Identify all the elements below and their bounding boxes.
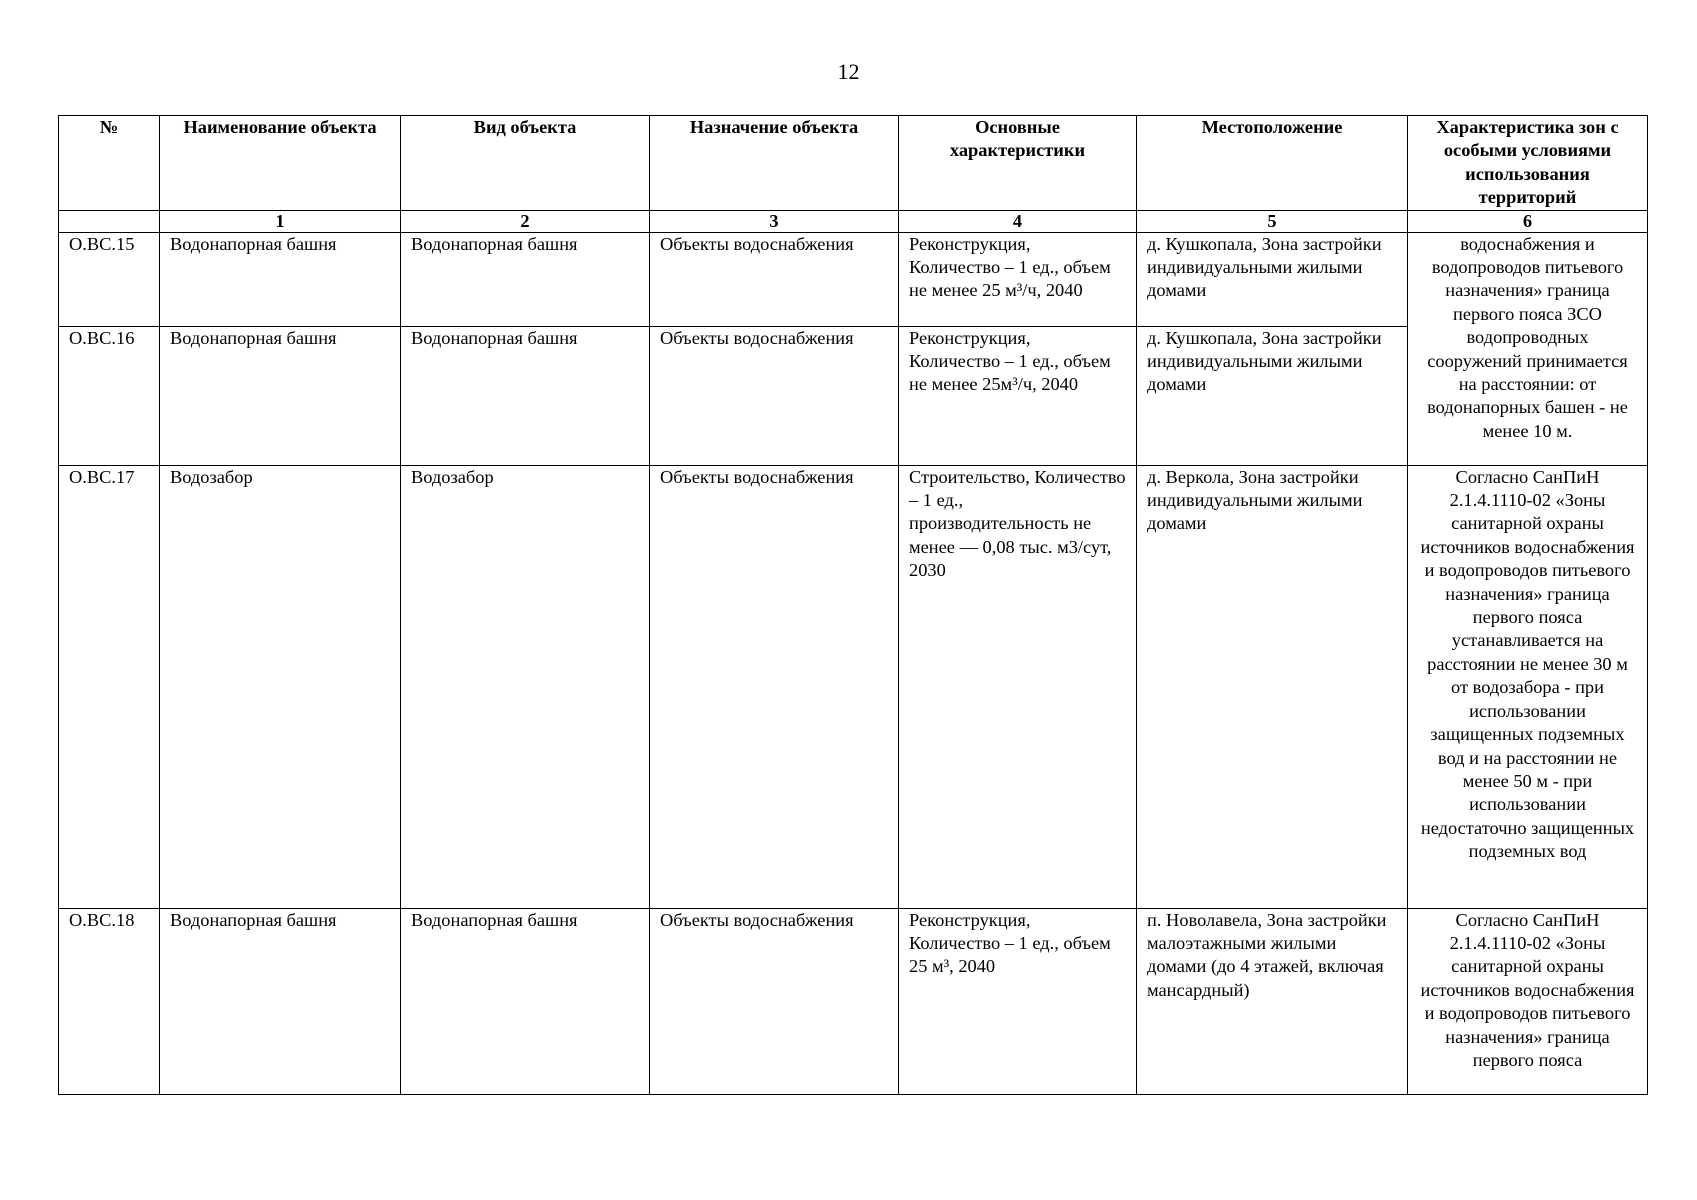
object-characteristics: Строительство, Количество – 1 ед., производительность не менее — 0,08 тыс. м3/сут, 2030 (899, 465, 1137, 908)
object-id: О.ВС.16 (59, 326, 160, 465)
object-location: д. Кушкопала, Зона застройки индивидуальными жилыми домами (1137, 232, 1408, 326)
object-name: Водонапорная башня (160, 908, 401, 1094)
header-number: № (59, 116, 160, 211)
object-purpose: Объекты водоснабжения (650, 232, 899, 326)
column-number: 3 (650, 210, 899, 232)
object-purpose: Объекты водоснабжения (650, 326, 899, 465)
page-number: 12 (837, 59, 860, 84)
object-name: Водонапорная башня (160, 326, 401, 465)
column-number-row (59, 210, 1648, 232)
zone-characteristics: Согласно СанПиН 2.1.4.1110-02 «Зоны санитарной охраны источников водоснабжения и водопроводов питьевого назначения» граница первого пояса устанавливается на расстоянии не менее 30 м от водозабора - при использовании защищенных подземных вод и на расстоянии не менее 50 м - при использовании недостаточно защищенных подземных вод (1408, 465, 1648, 908)
object-location: п. Новолавела, Зона застройки малоэтажными жилыми домами (до 4 этажей, включая мансардный) (1137, 908, 1408, 1094)
column-number: 5 (1137, 210, 1408, 232)
header-zone-characteristics: Характеристика зон с особыми условиями использования территорий (1408, 116, 1648, 211)
object-id: О.ВС.18 (59, 908, 160, 1094)
table-row (59, 908, 1648, 1094)
object-kind: Водонапорная башня (401, 908, 650, 1094)
object-location: д. Кушкопала, Зона застройки индивидуальными жилыми домами (1137, 326, 1408, 465)
header-location: Местоположение (1137, 116, 1408, 211)
header-object-kind: Вид объекта (401, 116, 650, 211)
object-characteristics: Реконструкция, Количество – 1 ед., объем не менее 25 м³/ч, 2040 (899, 232, 1137, 326)
object-kind: Водозабор (401, 465, 650, 908)
header-object-name: Наименование объекта (160, 116, 401, 211)
object-location: д. Веркола, Зона застройки индивидуальными жилыми домами (1137, 465, 1408, 908)
zone-characteristics: водоснабжения и водопроводов питьевого назначения» граница первого пояса ЗСО водопроводных сооружений принимается на расстоянии: от водонапорных башен - не менее 10 м. (1408, 232, 1648, 465)
column-number: 1 (160, 210, 401, 232)
zone-characteristics: Согласно СанПиН 2.1.4.1110-02 «Зоны санитарной охраны источников водоснабжения и водопроводов питьевого назначения» граница первого пояса (1408, 908, 1648, 1094)
object-characteristics: Реконструкция, Количество – 1 ед., объем не менее 25м³/ч, 2040 (899, 326, 1137, 465)
table-header-row (59, 116, 1648, 211)
objects-table (58, 115, 1648, 1095)
object-name: Водозабор (160, 465, 401, 908)
object-purpose: Объекты водоснабжения (650, 908, 899, 1094)
header-main-characteristics: Основные характеристики (899, 116, 1137, 211)
object-kind: Водонапорная башня (401, 326, 650, 465)
object-kind: Водонапорная башня (401, 232, 650, 326)
table-row (59, 465, 1648, 908)
object-id: О.ВС.17 (59, 465, 160, 908)
object-characteristics: Реконструкция, Количество – 1 ед., объем 25 м³, 2040 (899, 908, 1137, 1094)
object-name: Водонапорная башня (160, 232, 401, 326)
table-row (59, 232, 1648, 326)
object-id: О.ВС.15 (59, 232, 160, 326)
column-number (59, 210, 160, 232)
object-purpose: Объекты водоснабжения (650, 465, 899, 908)
header-object-purpose: Назначение объекта (650, 116, 899, 211)
column-number: 6 (1408, 210, 1648, 232)
column-number: 2 (401, 210, 650, 232)
column-number: 4 (899, 210, 1137, 232)
